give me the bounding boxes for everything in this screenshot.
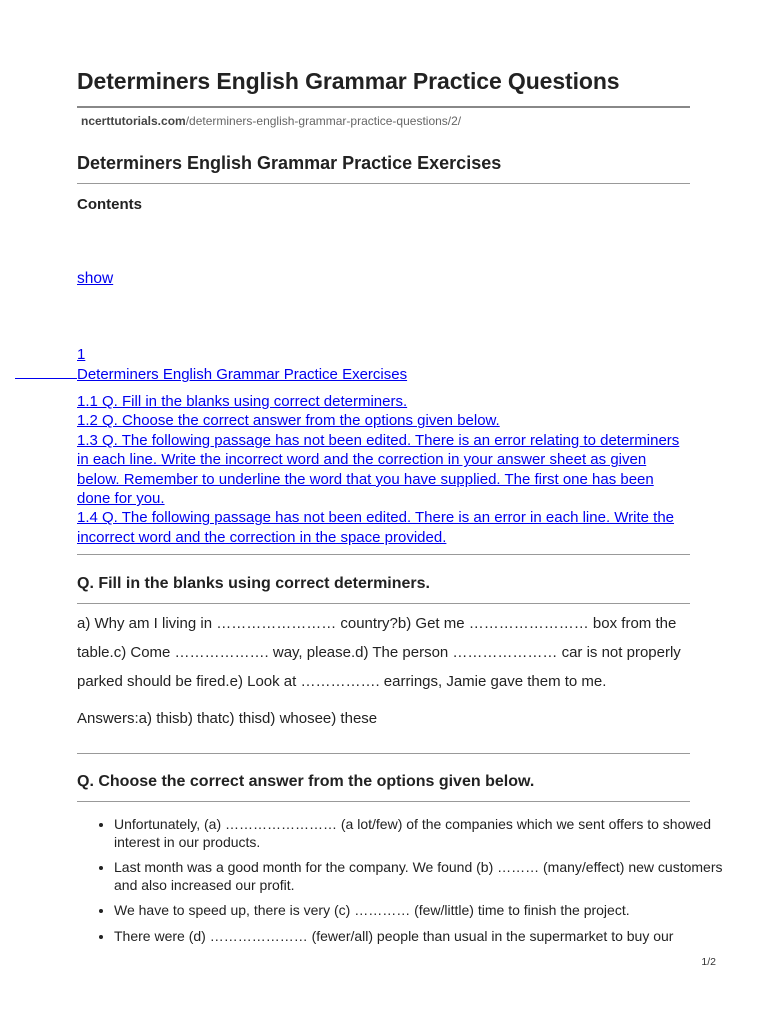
section1-divider [77,603,690,604]
title-divider [77,106,690,108]
toc-heading-link[interactable]: Determiners English Grammar Practice Exercises [77,366,408,383]
section1-answers: Answers:a) thisb) thatc) thisd) whosee) these [77,710,378,727]
url-domain: ncerttutorials.com [81,114,186,128]
toc-list [77,392,690,547]
section2-heading: Q. Choose the correct answer from the options given below. [77,773,535,790]
section1-exercise: a) Why am I living in …………………… country?b) Get me …………………… box from the table.c) Come ………………. way, please.d) The person ………………… car is not properly parked should be fired.e) Look at ……………. earrings, Jamie gave them to me. [77,615,681,690]
toc-item-1-4[interactable]: 1.4 Q. The following passage has not been edited. There is an error in each line. Write the incorrect word and the correction in the space provided. [77,509,675,546]
subtitle-divider [77,183,690,184]
toc-divider [77,554,690,555]
toc-item-1-3[interactable]: 1.3 Q. The following passage has not been edited. There is an error relating to determiners in each line. Write the incorrect word and the correction in your answer sheet as given below. Remember to underline the word that you have supplied. The first one has been done for you. [77,431,680,508]
list-item: • Last month was a good month for the company. We found (b) ……… (many/effect) new customers and also increased our profit. [114,859,727,894]
section-title: Determiners English Grammar Practice Exercises [77,153,502,173]
toc-item-1-2[interactable]: 1.2 Q. Choose the correct answer from the options given below. [77,412,500,430]
section2-list [77,816,727,953]
section2-divider [77,801,690,802]
toc-heading-row [15,366,407,383]
toc-item-1-1[interactable]: 1.1 Q. Fill in the blanks using correct determiners. [77,393,408,410]
list-item: • We have to speed up, there is very (c) ………… (few/little) time to finish the project. [114,902,727,920]
toc-show-link[interactable]: show [77,270,114,287]
list-item: • There were (d) ………………… (fewer/all) people than usual in the supermarket to buy our [114,928,727,946]
toc-indent-underline [15,366,77,379]
list-item: • Unfortunately, (a) …………………… (a lot/few) of the companies which we sent offers to showed interest in our products. [114,816,727,851]
section1-heading: Q. Fill in the blanks using correct determiners. [77,575,430,592]
page-number: 1/2 [701,956,716,968]
url-path: /determiners-english-grammar-practice-questions/2/ [185,114,462,128]
contents-label: Contents [77,196,142,213]
source-url [81,114,461,128]
page-title: Determiners English Grammar Practice Questions [77,68,620,94]
toc-number-link[interactable]: 1 [77,346,86,363]
section1-end-divider [77,753,690,754]
